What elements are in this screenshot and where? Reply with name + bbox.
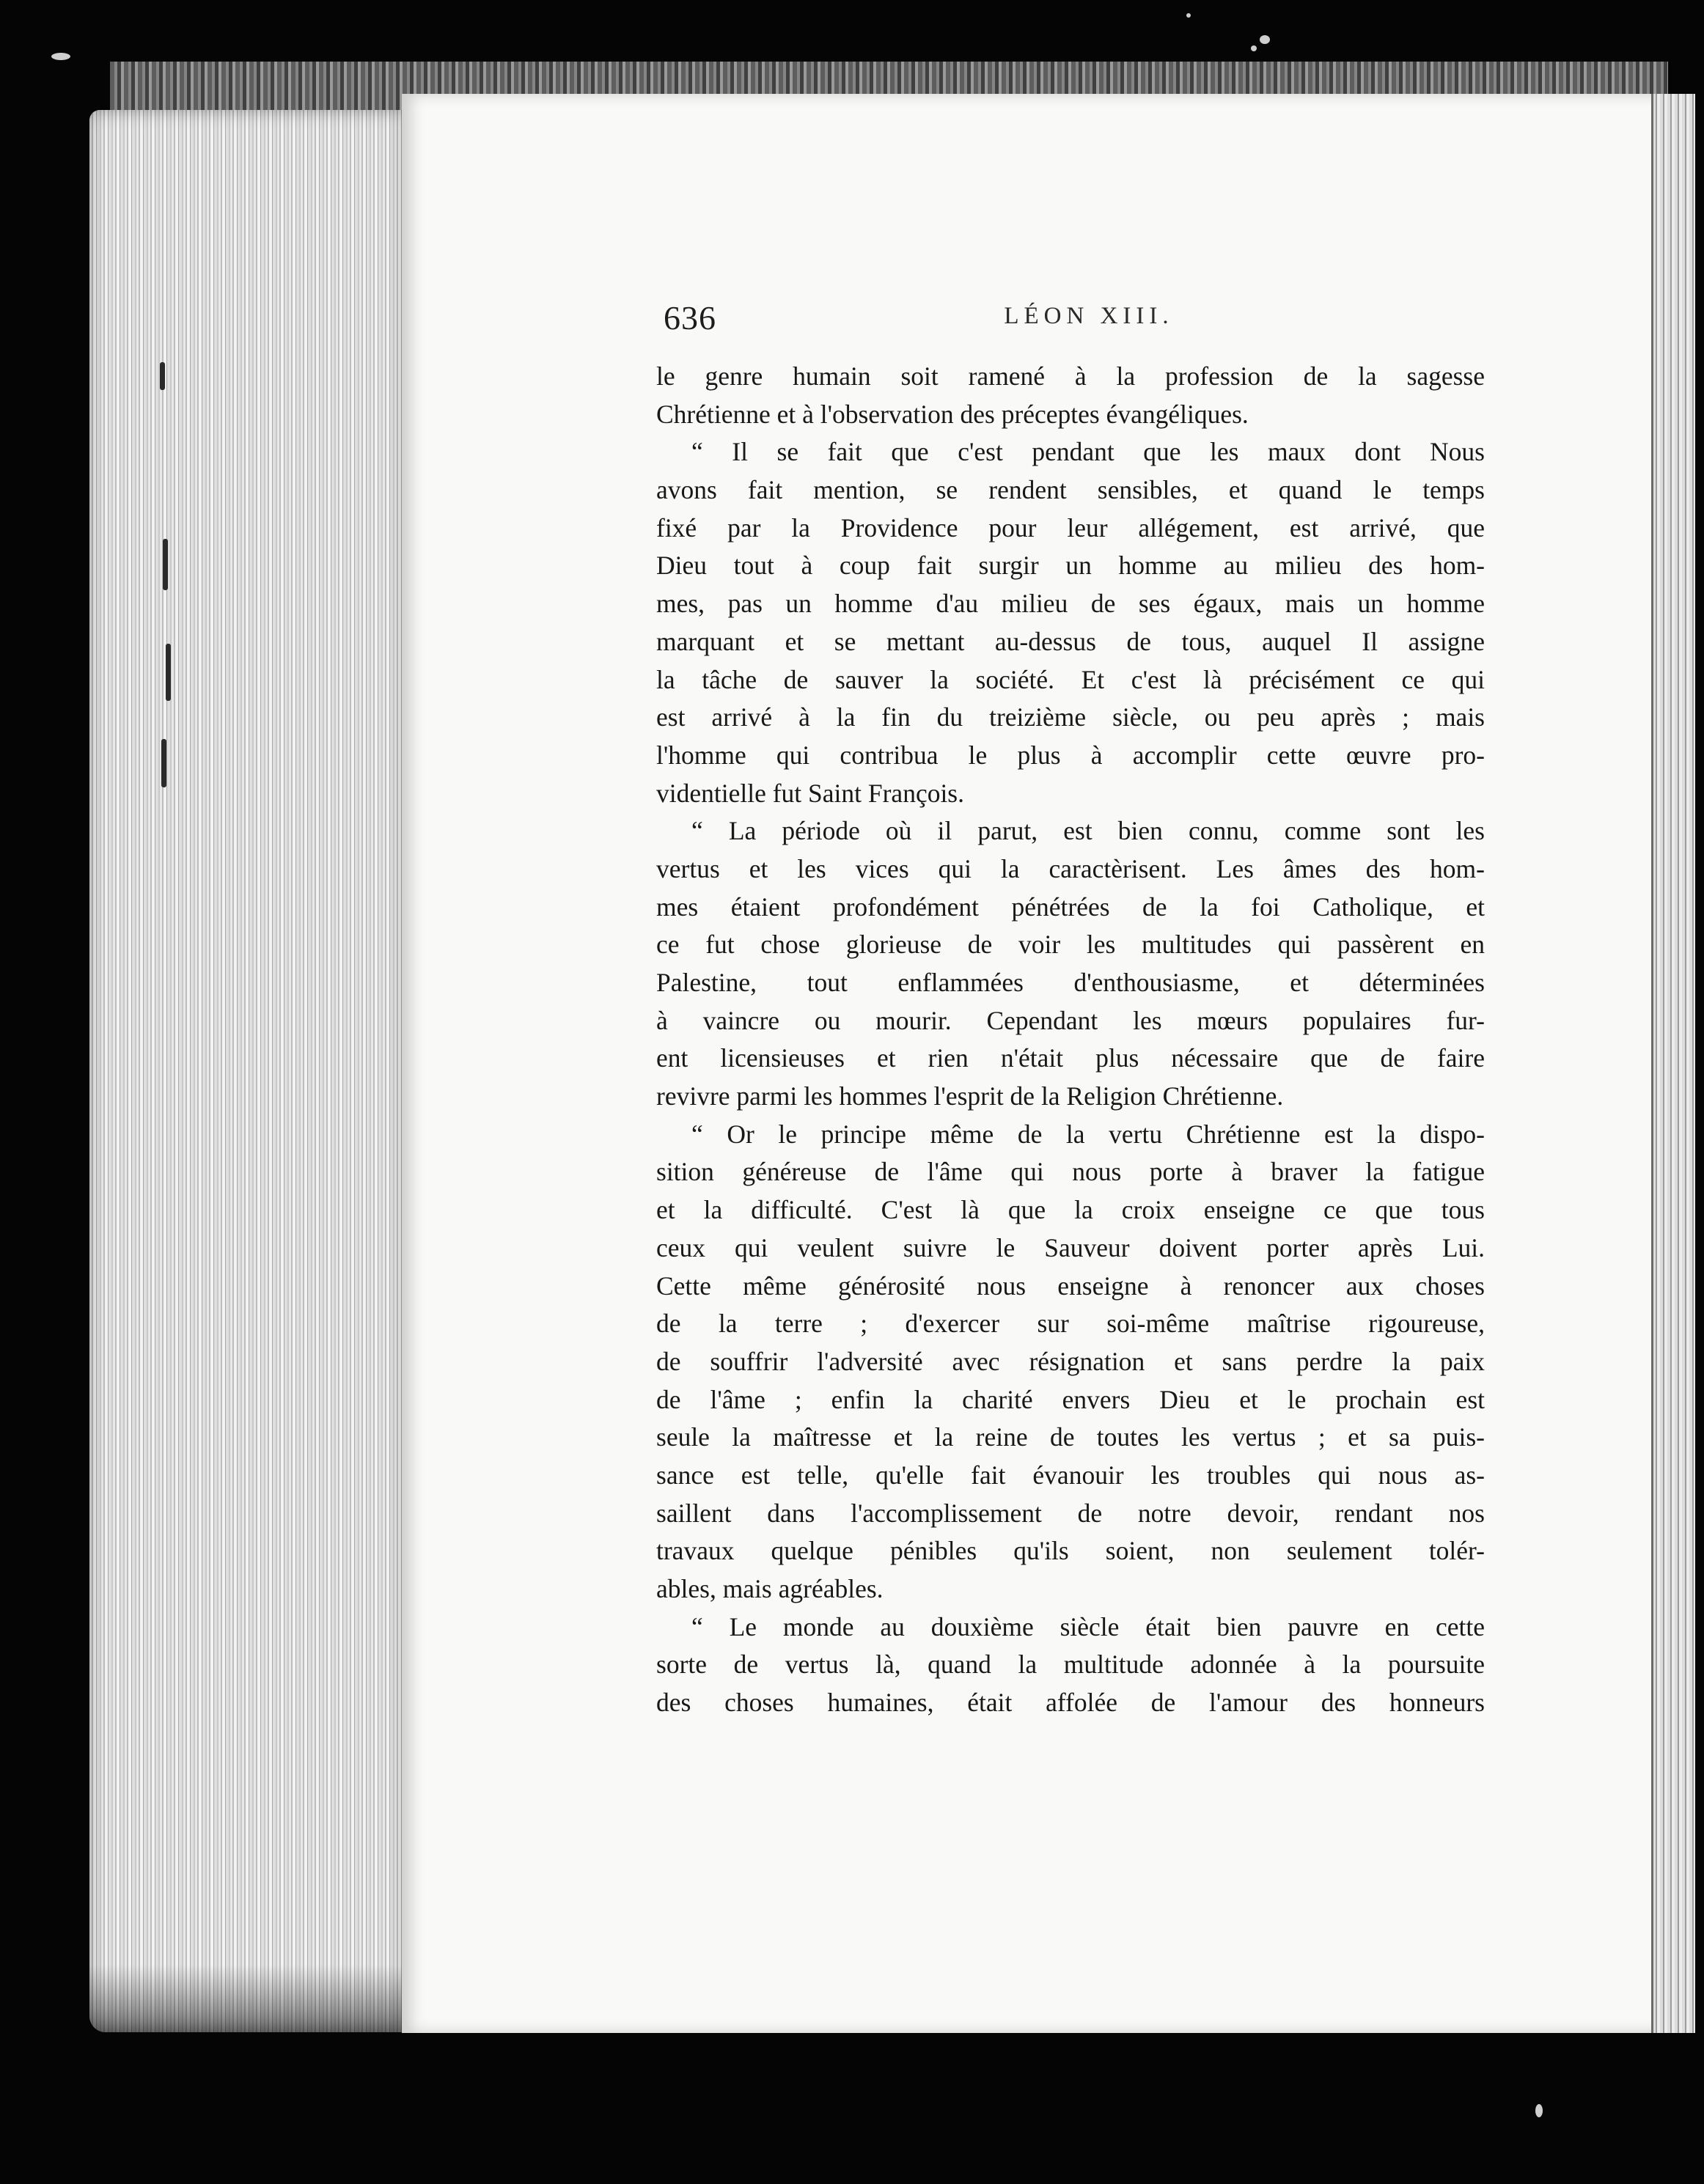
page-number: 636 <box>664 299 716 337</box>
paragraph <box>656 812 1485 1116</box>
text-line: “ Il se fait que c'est pendant que les maux dont Nous <box>691 437 1485 467</box>
book-fore-edge <box>89 110 405 2032</box>
text-line: la tâche de sauver la société. Et c'est là précisément ce qui <box>656 664 1485 694</box>
text-line: mes étaient profondément pénétrées de la foi Catholique, et <box>656 891 1485 922</box>
text-line: est arrivé à la fin du treizième siècle, ou peu après ; mais <box>656 702 1485 732</box>
scan-speckle <box>1535 2104 1543 2117</box>
text-line: fixé par la Providence pour leur allégement, est arrivé, que <box>656 512 1485 543</box>
fore-edge-mark <box>166 644 171 701</box>
text-line: ables, mais agréables. <box>656 1574 884 1603</box>
scan-speckle <box>1251 45 1257 51</box>
text-line: ce fut chose glorieuse de voir les multitudes qui passèrent en <box>656 930 1485 960</box>
text-line: de l'âme ; enfin la charité envers Dieu et le prochain est <box>656 1384 1485 1414</box>
fore-edge-mark <box>161 739 166 787</box>
text-line: avons fait mention, se rendent sensibles, et quand le temps <box>656 475 1485 505</box>
text-line: videntielle fut Saint François. <box>656 778 965 808</box>
text-line: Cette même générosité nous enseigne à renoncer aux choses <box>656 1271 1485 1301</box>
text-line: le genre humain soit ramené à la profession de la sagesse <box>656 361 1485 391</box>
text-line: l'homme qui contribua le plus à accomplir cette œuvre pro- <box>656 740 1485 770</box>
scan-speckle <box>1260 35 1270 44</box>
text-line: seule la maîtresse et la reine de toutes les vertus ; et sa puis- <box>656 1422 1485 1452</box>
text-line: “ Le monde au douxième siècle était bien pauvre en cette <box>691 1611 1485 1641</box>
text-line: sorte de vertus là, quand la multitude adonnée à la poursuite <box>656 1650 1485 1680</box>
scan-speckle <box>51 53 70 60</box>
page-right-edge <box>1653 94 1695 2033</box>
text-line: Dieu tout à coup fait surgir un homme au milieu des hom- <box>656 551 1485 581</box>
text-line: de la terre ; d'exercer sur soi-même maîtrise rigoureuse, <box>656 1309 1485 1339</box>
book-fore-edge-shadow <box>89 1965 405 2032</box>
running-title: LÉON XIII. <box>1004 303 1174 329</box>
text-line: revivre parmi les hommes l'esprit de la Religion Chrétienne. <box>656 1081 1284 1111</box>
body-text <box>656 358 1485 1722</box>
paragraph <box>656 1116 1485 1608</box>
text-line: sition généreuse de l'âme qui nous porte à braver la fatigue <box>656 1157 1485 1187</box>
text-line: “ La période où il parut, est bien connu, comme sont les <box>691 816 1485 846</box>
text-line: à vaincre ou mourir. Cependant les mœurs populaires fur- <box>656 1005 1485 1035</box>
text-line: mes, pas un homme d'au milieu de ses égaux, mais un homme <box>656 589 1485 619</box>
fore-edge-mark <box>160 362 165 390</box>
text-line: sance est telle, qu'elle fait évanouir les troubles qui nous as- <box>656 1460 1485 1490</box>
text-line: de souffrir l'adversité avec résignation et sans perdre la paix <box>656 1346 1485 1376</box>
gutter-line <box>1651 94 1653 2033</box>
text-line: des choses humaines, était affolée de l'amour des honneurs <box>656 1688 1485 1718</box>
text-line: Chrétienne et à l'observation des préceptes évangéliques. <box>656 399 1249 429</box>
text-line: vertus et les vices qui la caractèrisent. Les âmes des hom- <box>656 853 1485 883</box>
text-line: marquant et se mettant au-dessus de tous, auquel Il assigne <box>656 626 1485 656</box>
text-line: Palestine, tout enflammées d'enthousiasme, et déterminées <box>656 968 1485 997</box>
scan-speckle <box>1186 13 1191 18</box>
text-line: ceux qui veulent suivre le Sauveur doivent porter après Lui. <box>656 1232 1485 1262</box>
text-line: ent licensieuses et rien n'était plus nécessaire que de faire <box>656 1043 1485 1073</box>
running-head <box>664 298 1514 339</box>
text-line: “ Or le principe même de la vertu Chrétienne est la dispo- <box>691 1119 1485 1149</box>
text-line: travaux quelque pénibles qu'ils soient, non seulement tolér- <box>656 1536 1485 1566</box>
paragraph <box>656 358 1485 433</box>
text-line: et la difficulté. C'est là que la croix enseigne ce que tous <box>656 1195 1485 1225</box>
fore-edge-mark <box>163 539 168 590</box>
paragraph <box>656 1608 1485 1722</box>
text-line: saillent dans l'accomplissement de notre devoir, rendant nos <box>656 1498 1485 1528</box>
paragraph <box>656 433 1485 812</box>
